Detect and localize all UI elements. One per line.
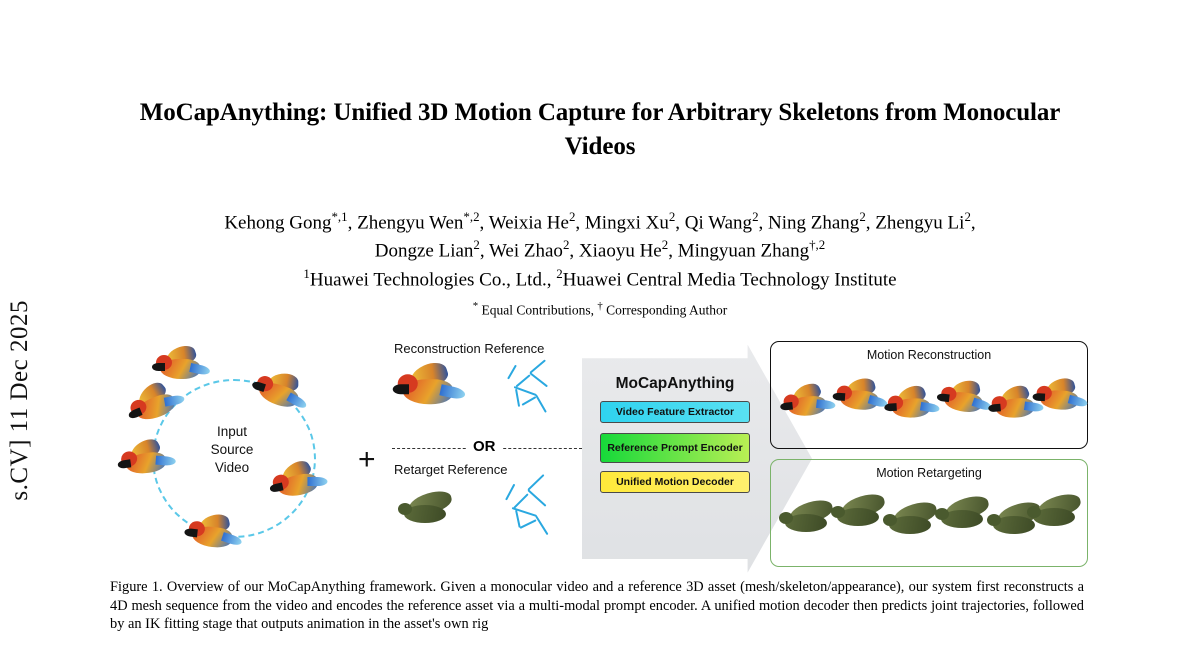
source-frame-bird — [113, 433, 182, 495]
reference-column — [392, 341, 582, 573]
figure-caption: Figure 1. Overview of our MoCapAnything framework. Given a monocular video and a reference 3D asset (mesh/skeleton/appearance), our system first reconstructs a 4D mesh sequence from the video and encodes the reference asset via a multi-modal prompt encoder. A unified motion decoder then predicts joint trajectories, followed by an IK fitting stage that outputs animation in the asset's own rig — [110, 579, 1084, 633]
retargeting-strip — [777, 486, 1081, 560]
retarget-mesh-creature — [396, 487, 462, 543]
input-video-cycle — [120, 341, 350, 573]
reconstruction-reference-row — [392, 358, 582, 432]
source-frame-bird — [179, 508, 246, 568]
affiliations: $^1$Huawei Technologies Co., Ltd., $^2$Huawei Central Media Technology Institute — [303, 266, 897, 291]
pipeline-title: MoCapAnything — [615, 374, 735, 392]
arxiv-stamp: s.CV] 11 Dec 2025 — [6, 300, 33, 501]
reconstruction-strip — [777, 368, 1081, 442]
retarget-reference-row — [392, 479, 582, 553]
panel-title: Motion Reconstruction — [866, 347, 992, 362]
cycle-label: Input Source Video — [210, 423, 254, 476]
author-footnote: * Equal Contributions, † Corresponding Author — [472, 300, 728, 318]
module-video-feature-extractor: Video Feature Extractor — [600, 401, 750, 423]
output-creature — [1025, 490, 1091, 546]
source-frame-bird — [263, 453, 335, 519]
retarget-reference-label: Retarget Reference — [394, 461, 508, 477]
reconstruction-reference-label: Reconstruction Reference — [394, 340, 545, 356]
figure-1 — [110, 341, 1090, 577]
retarget-skeleton — [502, 483, 560, 543]
paper-page — [110, 0, 1090, 648]
or-label: OR — [466, 438, 503, 455]
reference-mesh-bird — [390, 359, 468, 427]
reference-skeleton — [502, 364, 560, 424]
author-line-1: Kehong Gong$^{*,1}$, Zhengyu Wen$^{*,2}$, Weixia He$^2$, Mingxi Xu$^2$, Qi Wang$^2$, Ning Zhang$^2$, Zhengyu Li$^2$, — [224, 208, 976, 233]
module-unified-motion-decoder: Unified Motion Decoder — [600, 471, 750, 493]
author-list — [110, 208, 1090, 295]
output-bird — [1029, 373, 1091, 427]
panel-title: Motion Retargeting — [876, 465, 982, 480]
module-reference-prompt-encoder: Reference Prompt Encoder — [600, 433, 750, 463]
or-divider — [392, 436, 582, 462]
panel-motion-retargeting — [770, 459, 1088, 567]
author-line-2: Dongze Lian$^2$, Wei Zhao$^2$, Xiaoyu He$^2$, Mingyuan Zhang$^{\dagger,2}$ — [374, 237, 826, 262]
panel-motion-reconstruction — [770, 341, 1088, 449]
plus-symbol: + — [358, 442, 376, 476]
page-title: MoCapAnything: Unified 3D Motion Capture for Arbitrary Skeletons from Monocular Videos — [139, 99, 1061, 160]
output-panels — [770, 341, 1090, 575]
